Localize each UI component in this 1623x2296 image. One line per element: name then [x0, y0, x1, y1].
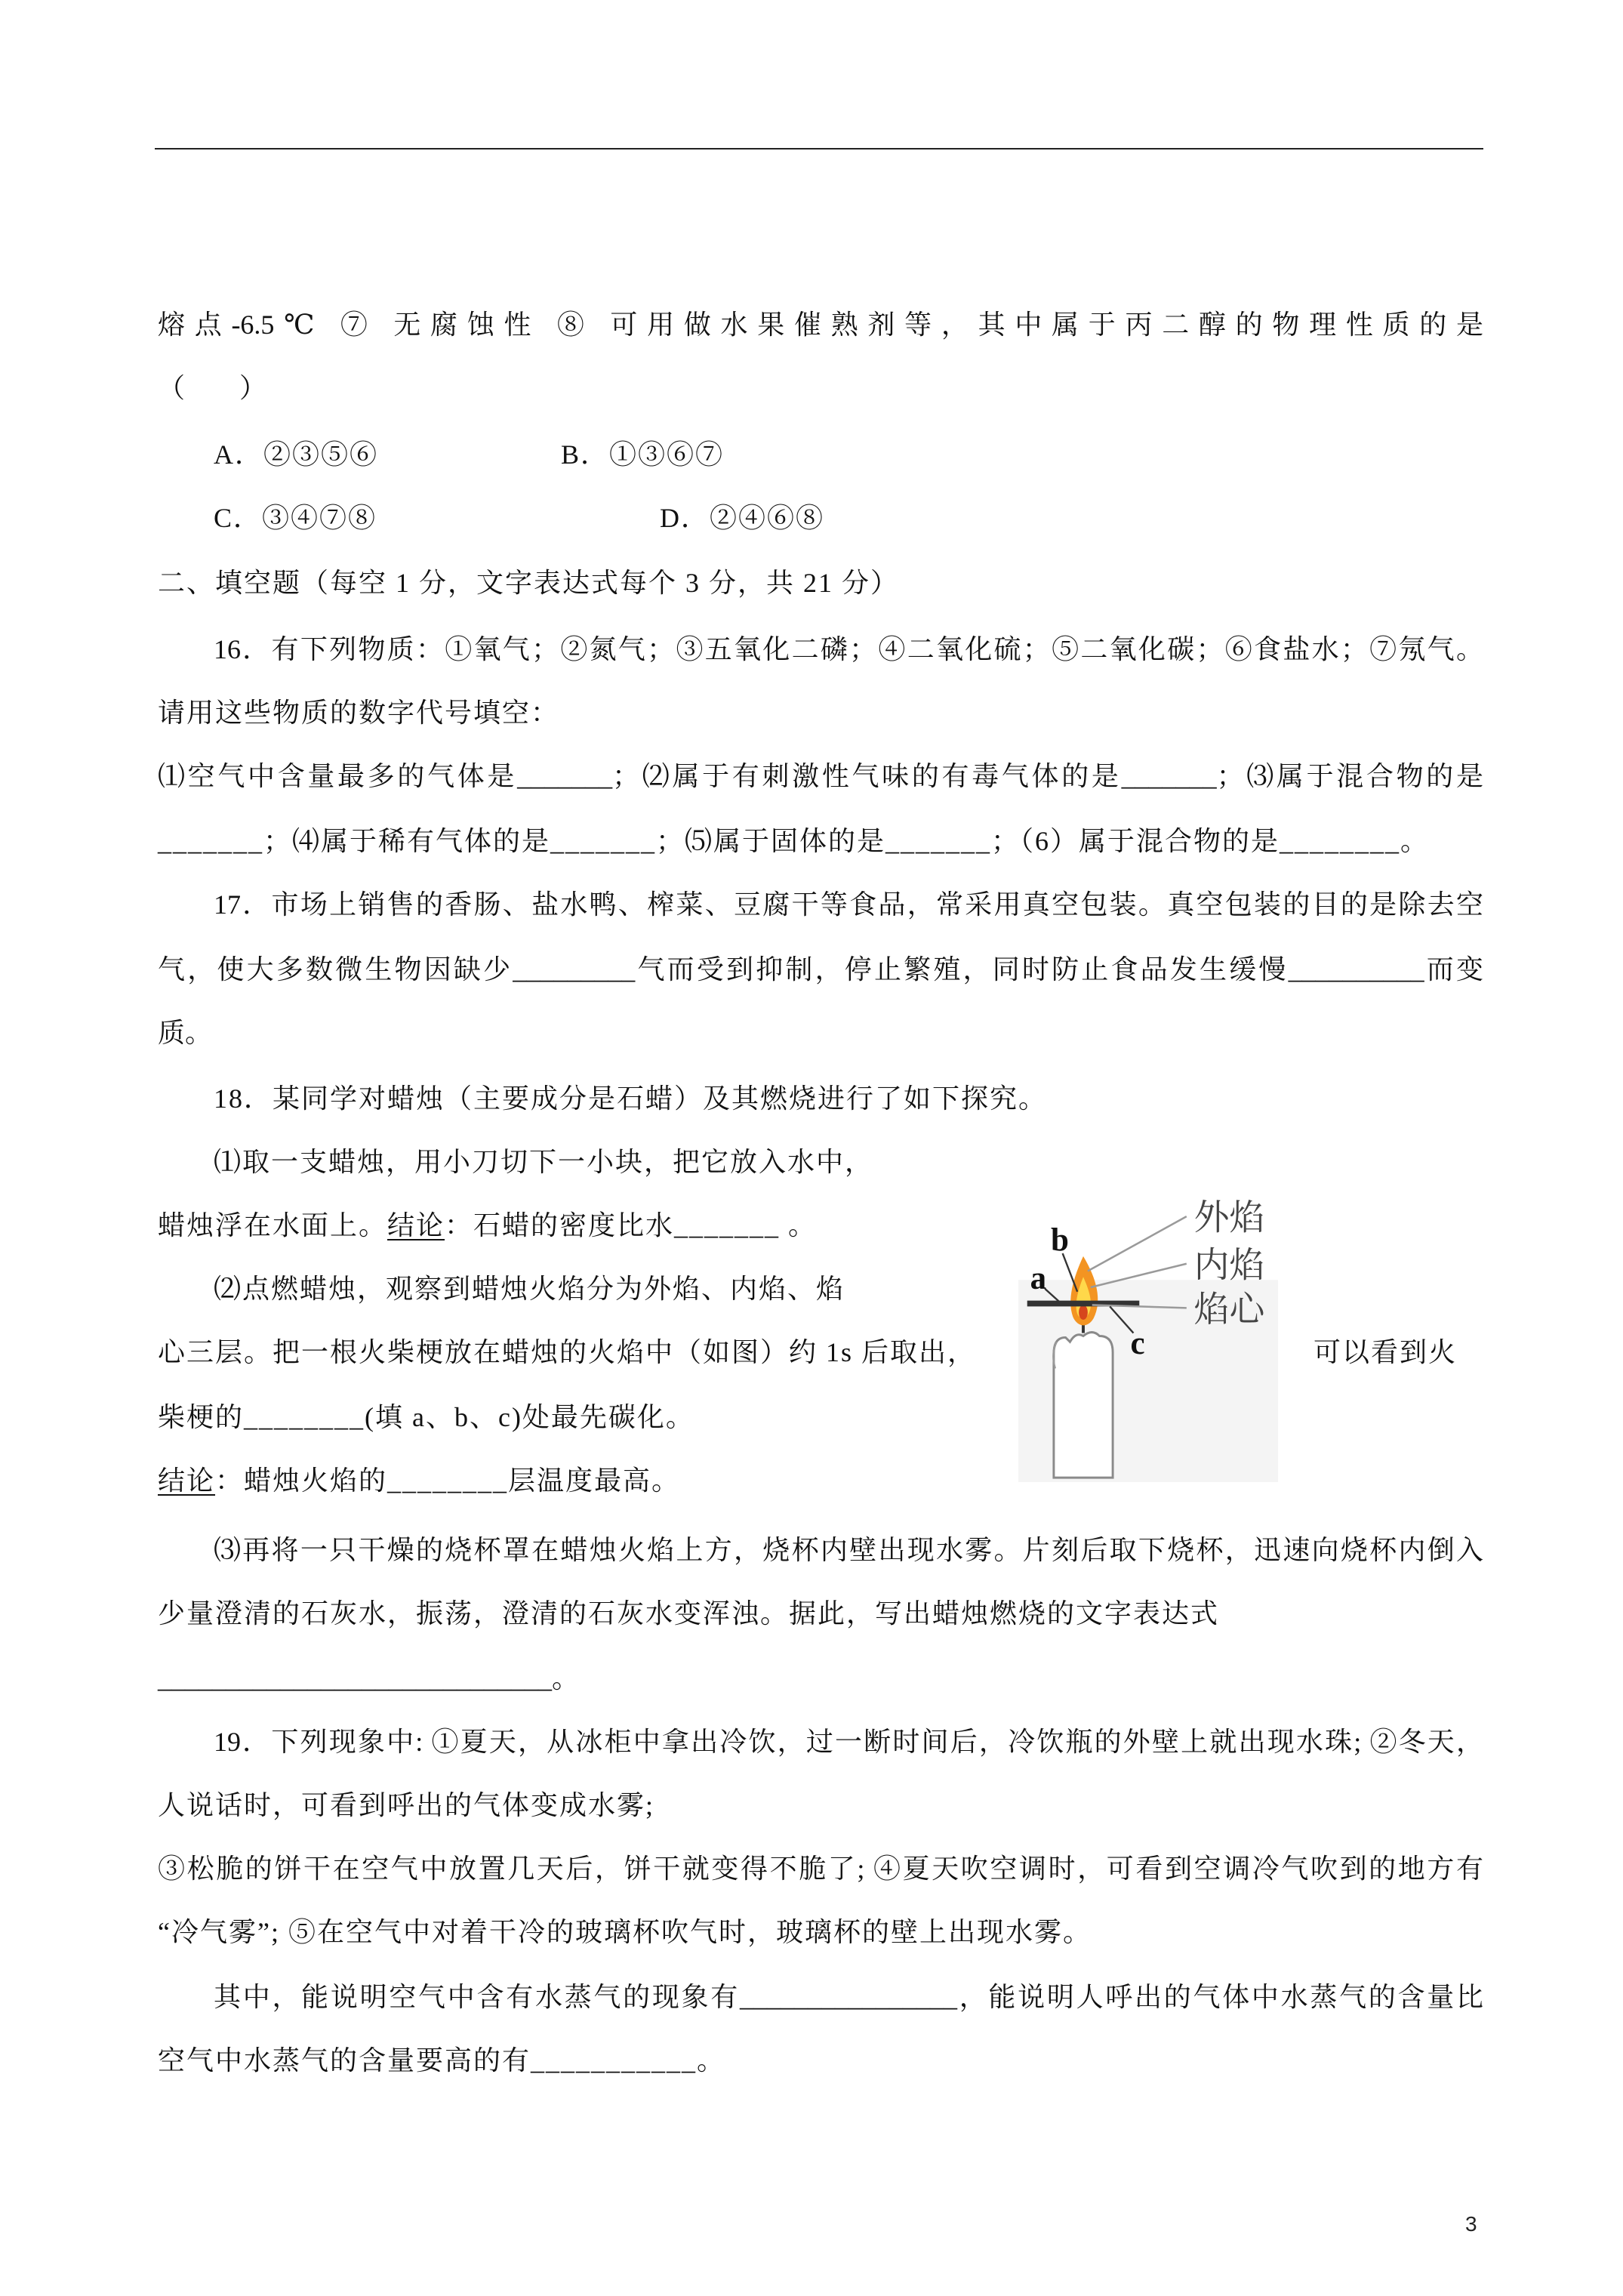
page-number: 3	[1465, 2212, 1477, 2236]
q18-part2-line	[158, 1464, 680, 1497]
point-a: a	[1030, 1260, 1047, 1296]
candle-figure	[1018, 1188, 1278, 1482]
header-rule	[155, 148, 1483, 149]
conclusion-label: 结论	[387, 1210, 445, 1240]
q16-line: _______；⑷属于稀有气体的是_______；⑸属于固体的是_______；（6）属于混合物的是________。	[158, 826, 1430, 856]
point-c: c	[1130, 1325, 1145, 1361]
point-b: b	[1051, 1222, 1069, 1259]
q16-line: 16．有下列物质：①氧气；②氮气；③五氧化二磷；④二氧化硫；⑤二氧化碳；⑥食盐水；⑦氖气。	[214, 634, 1483, 664]
q19-line: 19．下列现象中: ①夏天，从冰柜中拿出冷饮，过一断时间后，冷饮瓶的外壁上就出现水珠; ②冬天，	[214, 1727, 1483, 1757]
q18-part3-blank: _____________________________。	[158, 1663, 579, 1693]
option-d: D．②④⑥⑧	[660, 503, 824, 533]
q19-line: ③松脆的饼干在空气中放置几天后，饼干就变得不脆了; ④夏天吹空调时，可看到空调冷气吹到的地方有	[158, 1854, 1483, 1884]
label-inner-flame: 内焰	[1193, 1244, 1265, 1287]
q15-stem-line: 熔点-6.5℃ ⑦ 无腐蚀性 ⑧ 可用做水果催熟剂等，其中属于丙二醇的物理性质的是	[158, 310, 1483, 340]
q16-line: 请用这些物质的数字代号填空：	[158, 698, 560, 728]
q18-intro: 18．某同学对蜡烛（主要成分是石蜡）及其燃烧进行了如下探究。	[214, 1083, 1048, 1114]
q18-part1-conclusion: ：石蜡的密度比水_______ 。	[445, 1210, 818, 1240]
conclusion-label: 结论	[158, 1465, 216, 1496]
label-flame-core: 焰心	[1193, 1288, 1265, 1330]
q16-line: ⑴空气中含量最多的气体是_______；⑵属于有刺激性气味的有毒气体的是_______；⑶属于混合物的是	[158, 761, 1483, 791]
option-b: B．①③⑥⑦	[561, 439, 725, 470]
q17-line: 17．市场上销售的香肠、盐水鸭、榨菜、豆腐干等食品，常采用真空包装。真空包装的目的是除去空	[214, 889, 1483, 920]
q18-part2-line-right: 可以看到火	[1313, 1337, 1458, 1367]
q18-part2-conclusion: ：蜡烛火焰的________层温度最高。	[215, 1465, 681, 1496]
q18-part2-line: 心三层。把一根火柴梗放在蜡烛的火焰中（如图）约 1s 后取出，	[158, 1337, 977, 1367]
q18-part2-line: 柴梗的________(填 a、b、c)处最先碳化。	[158, 1402, 694, 1432]
leader-line-outer	[1088, 1216, 1187, 1271]
section-heading: 二、填空题（每空 1 分，文字表达式每个 3 分，共 21 分）	[158, 568, 900, 598]
flame-core	[1079, 1305, 1088, 1320]
q19-line: “冷气雾”; ⑤在空气中对着干冷的玻璃杯吹气时，玻璃杯的壁上出现水雾。	[158, 1917, 1092, 1947]
option-c: C．③④⑦⑧	[214, 503, 377, 533]
q18-part3-line: 少量澄清的石灰水，振荡，澄清的石灰水变浑浊。据此，写出蜡烛燃烧的文字表达式	[158, 1598, 1220, 1629]
q19-line: 空气中水蒸气的含量要高的有___________。	[158, 2045, 726, 2076]
option-a: A．②③⑤⑥	[214, 439, 378, 470]
label-outer-flame: 外焰	[1193, 1197, 1265, 1239]
q18-part2-line: ⑵点燃蜡烛，观察到蜡烛火焰分为外焰、内焰、焰	[214, 1274, 845, 1304]
q18-part1-line: ⑴取一支蜡烛，用小刀切下一小块，把它放入水中，	[214, 1147, 874, 1177]
candle-body	[1054, 1333, 1113, 1478]
q17-line: 气，使大多数微生物因缺少_________气而受到抑制，停止繁殖，同时防止食品发生缓慢__________而变	[158, 954, 1483, 985]
q15-answer-paren: （ ）	[158, 373, 267, 403]
q17-line: 质。	[158, 1018, 213, 1048]
q19-line: 人说话时，可看到呼出的气体变成水雾;	[158, 1790, 655, 1820]
q18-part1-line	[158, 1209, 817, 1242]
q18-part3-line: ⑶再将一只干燥的烧杯罩在蜡烛火焰上方，烧杯内壁出现水雾。片刻后取下烧杯，迅速向烧杯内倒入	[214, 1535, 1483, 1565]
q19-line: 其中，能说明空气中含有水蒸气的现象有________________，能说明人呼出的气体中水蒸气的含量比	[214, 1982, 1483, 2012]
q18-part1-text: 蜡烛浮在水面上。	[158, 1210, 388, 1240]
